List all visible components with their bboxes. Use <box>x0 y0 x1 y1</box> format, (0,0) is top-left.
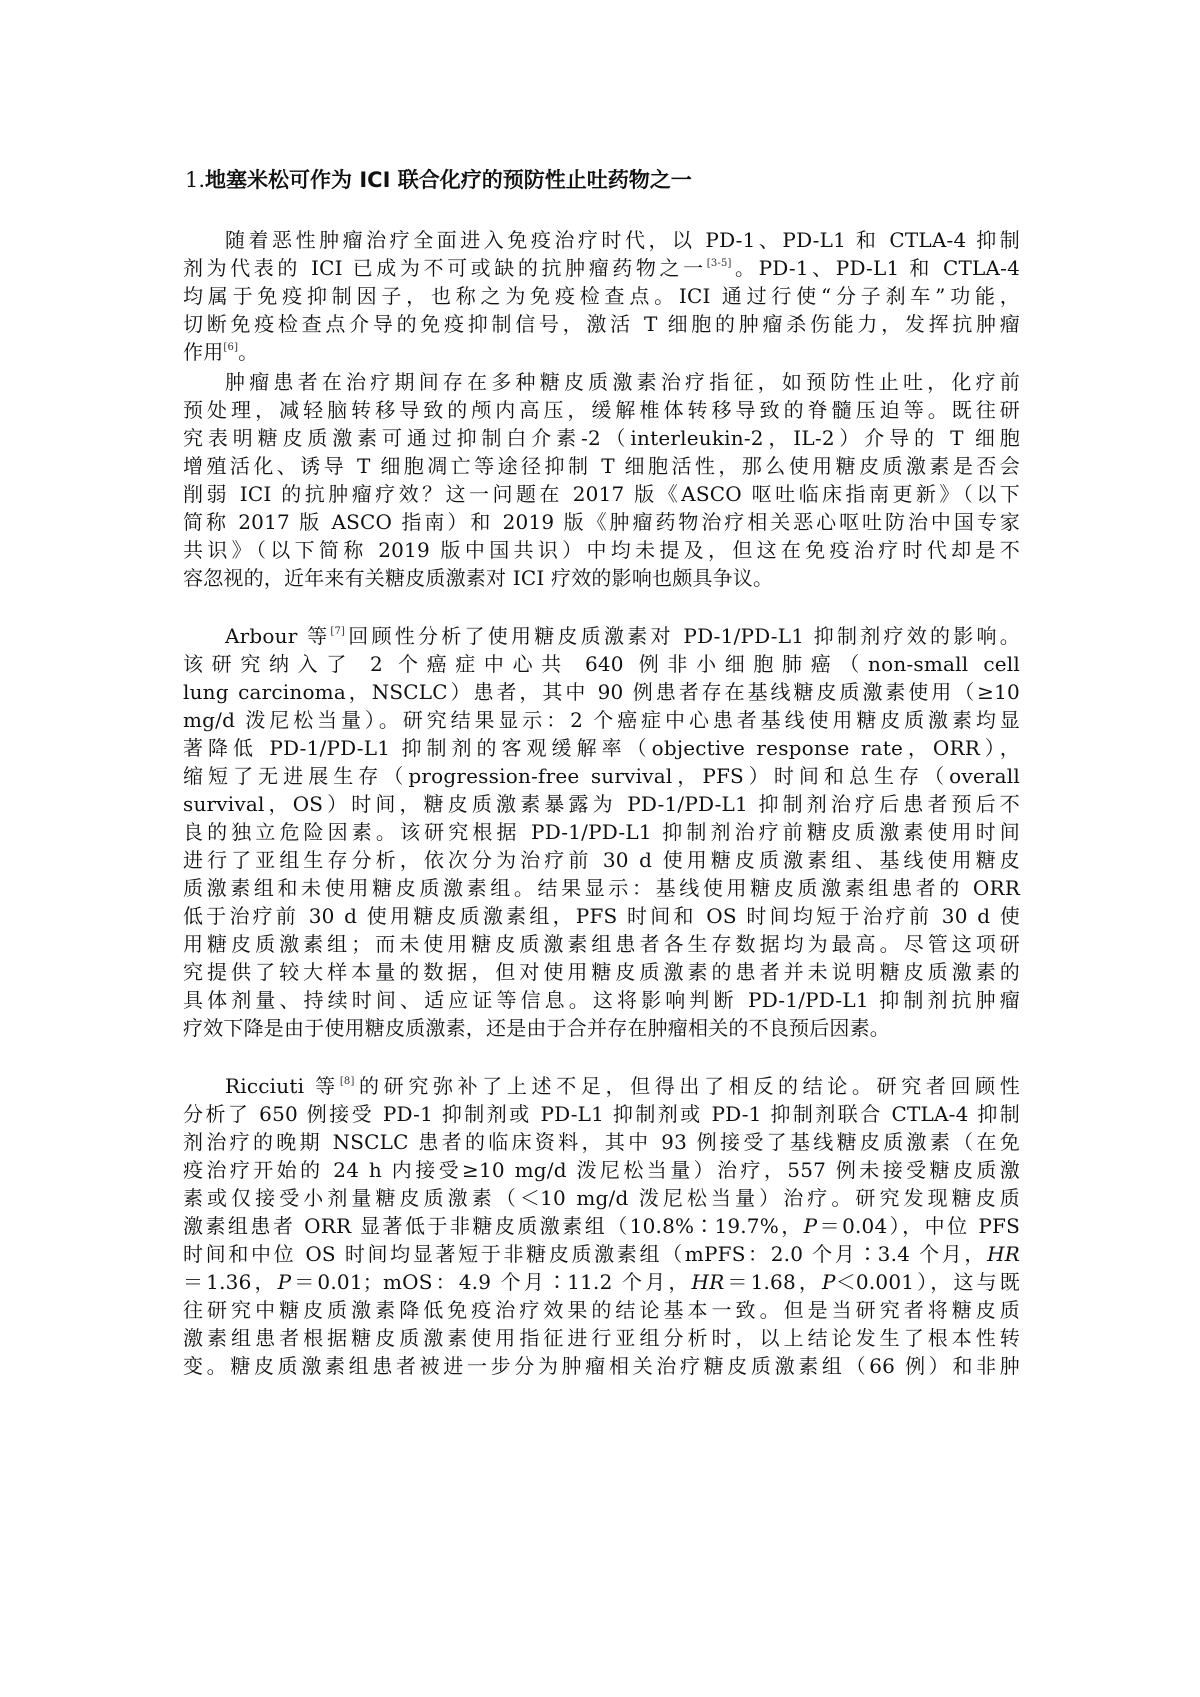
text-line: 共识》（以下简称 2019 版中国共识）中均未提及，但这在免疫治疗时代却是不 <box>183 538 1020 562</box>
text-line: lung carcinoma，NSCLC）患者，其中 90 例患者存在基线糖皮质激素使用（≥10 <box>183 680 1020 704</box>
text-line: 增殖活化、诱导 T 细胞凋亡等途径抑制 T 细胞活性，那么使用糖皮质激素是否会 <box>183 454 1020 478</box>
text-line: 变。糖皮质激素组患者被进一步分为肿瘤相关治疗糖皮质激素组（66 例）和非肿 <box>183 1354 1020 1378</box>
p-value-symbol: P <box>803 1214 818 1238</box>
text-line: 缩短了无进展生存（progression-free survival，PFS）时间和总生存（overall <box>183 764 1020 788</box>
hr-symbol: HR <box>987 1242 1020 1266</box>
text-line: 剂为代表的 ICI 已成为不可或缺的抗肿瘤药物之一[3-5]。PD-1、PD-L1 和 CTLA-4 <box>183 256 1020 280</box>
text-line: 作用[6]。 <box>183 340 259 364</box>
text-line: mg/d 泼尼松当量）。研究结果显示：2 个癌症中心患者基线使用糖皮质激素均显 <box>183 708 1020 732</box>
text-line: 具体剂量、持续时间、适应证等信息。这将影响判断 PD-1/PD-L1 抑制剂抗肿瘤 <box>183 988 1020 1012</box>
text-line: 肿瘤患者在治疗期间存在多种糖皮质激素治疗指征，如预防性止吐，化疗前 <box>225 370 1020 394</box>
hr-symbol: HR <box>691 1270 725 1294</box>
text-line: 预处理，减轻脑转移导致的颅内高压，缓解椎体转移导致的脊髓压迫等。既往研 <box>183 398 1020 422</box>
text-line: 简称 2017 版 ASCO 指南）和 2019 版《肿瘤药物治疗相关恶心呕吐防治中国专家 <box>183 510 1020 534</box>
text-line: 质激素组和未使用糖皮质激素组。结果显示：基线使用糖皮质激素组患者的 ORR <box>183 876 1020 900</box>
text-line: 究提供了较大样本量的数据，但对使用糖皮质激素的患者并未说明糖皮质激素的 <box>183 960 1020 984</box>
p-value-symbol: P <box>822 1270 836 1294</box>
section-title: 地塞米松可作为 ICI 联合化疗的预防性止吐药物之一 <box>205 168 692 192</box>
text-line: 低于治疗前 30 d 使用糖皮质激素组，PFS 时间和 OS 时间均短于治疗前 30 d 使 <box>183 904 1020 928</box>
text-line: 疗效下降是由于使用糖皮质激素，还是由于合并存在肿瘤相关的不良预后因素。 <box>183 1016 890 1040</box>
text-line: 时间和中位 OS 时间均显著短于非糖皮质激素组（mPFS：2.0 个月∶3.4 个月，HR <box>183 1242 1020 1266</box>
text-line: ＝1.36，P＝0.01；mOS：4.9 个月∶11.2 个月，HR＝1.68，P＜0.001），这与既 <box>183 1270 1020 1294</box>
text-line: 该研究纳入了 2 个癌症中心共 640 例非小细胞肺癌（non-small cell <box>183 652 1020 676</box>
text-line: 究表明糖皮质激素可通过抑制白介素-2（interleukin-2，IL-2）介导的 T 细胞 <box>183 426 1020 450</box>
text-line: Arbour 等[7]回顾性分析了使用糖皮质激素对 PD-1/PD-L1 抑制剂疗效的影响。 <box>225 624 1020 648</box>
text-line: survival，OS）时间，糖皮质激素暴露为 PD-1/PD-L1 抑制剂治疗后患者预后不 <box>183 792 1020 816</box>
text-line: 激素组患者根据糖皮质激素使用指征进行亚组分析时，以上结论发生了根本性转 <box>183 1326 1020 1350</box>
citation-ref: [8] <box>339 1076 355 1087</box>
citation-ref: [7] <box>330 626 346 637</box>
text-line: 著降低 PD-1/PD-L1 抑制剂的客观缓解率（objective response rate，ORR）， <box>183 736 1020 760</box>
citation-ref: [3-5] <box>706 258 732 269</box>
text-line: Ricciuti 等[8]的研究弥补了上述不足，但得出了相反的结论。研究者回顾性 <box>225 1074 1020 1098</box>
citation-ref: [6] <box>223 342 239 353</box>
text-line: 剂治疗的晚期 NSCLC 患者的临床资料，其中 93 例接受了基线糖皮质激素（在免 <box>183 1130 1020 1154</box>
text-line: 随着恶性肿瘤治疗全面进入免疫治疗时代，以 PD-1、PD-L1 和 CTLA-4 抑制 <box>225 228 1020 252</box>
text-line: 疫治疗开始的 24 h 内接受≥10 mg/d 泼尼松当量）治疗，557 例未接受糖皮质激 <box>183 1158 1020 1182</box>
text-line: 切断免疫检查点介导的免疫抑制信号，激活 T 细胞的肿瘤杀伤能力，发挥抗肿瘤 <box>183 312 1020 336</box>
section-heading <box>185 166 692 194</box>
text-line: 往研究中糖皮质激素降低免疫治疗效果的结论基本一致。但是当研究者将糖皮质 <box>183 1298 1020 1322</box>
text-line: 素或仅接受小剂量糖皮质激素（＜10 mg/d 泼尼松当量）治疗。研究发现糖皮质 <box>183 1186 1020 1210</box>
p-value-symbol: P <box>277 1270 292 1294</box>
text-line: 均属于免疫抑制因子，也称之为免疫检查点。ICI 通过行使“分子刹车”功能， <box>183 284 1020 308</box>
text-line: 分析了 650 例接受 PD-1 抑制剂或 PD-L1 抑制剂或 PD-1 抑制剂联合 CTLA-4 抑制 <box>183 1102 1020 1126</box>
text-line: 容忽视的，近年来有关糖皮质激素对 ICI 疗效的影响也颇具争议。 <box>183 566 774 590</box>
section-number: 1. <box>185 168 206 192</box>
text-line: 削弱 ICI 的抗肿瘤疗效？这一问题在 2017 版《ASCO 呕吐临床指南更新》（以下 <box>183 482 1020 506</box>
text-line: 进行了亚组生存分析，依次分为治疗前 30 d 使用糖皮质激素组、基线使用糖皮 <box>183 848 1020 872</box>
text-line: 激素组患者 ORR 显著低于非糖皮质激素组（10.8%∶19.7%，P＝0.04），中位 PFS <box>183 1214 1020 1238</box>
text-line: 良的独立危险因素。该研究根据 PD-1/PD-L1 抑制剂治疗前糖皮质激素使用时间 <box>183 820 1020 844</box>
text-line: 用糖皮质激素组；而未使用糖皮质激素组患者各生存数据均为最高。尽管这项研 <box>183 932 1020 956</box>
